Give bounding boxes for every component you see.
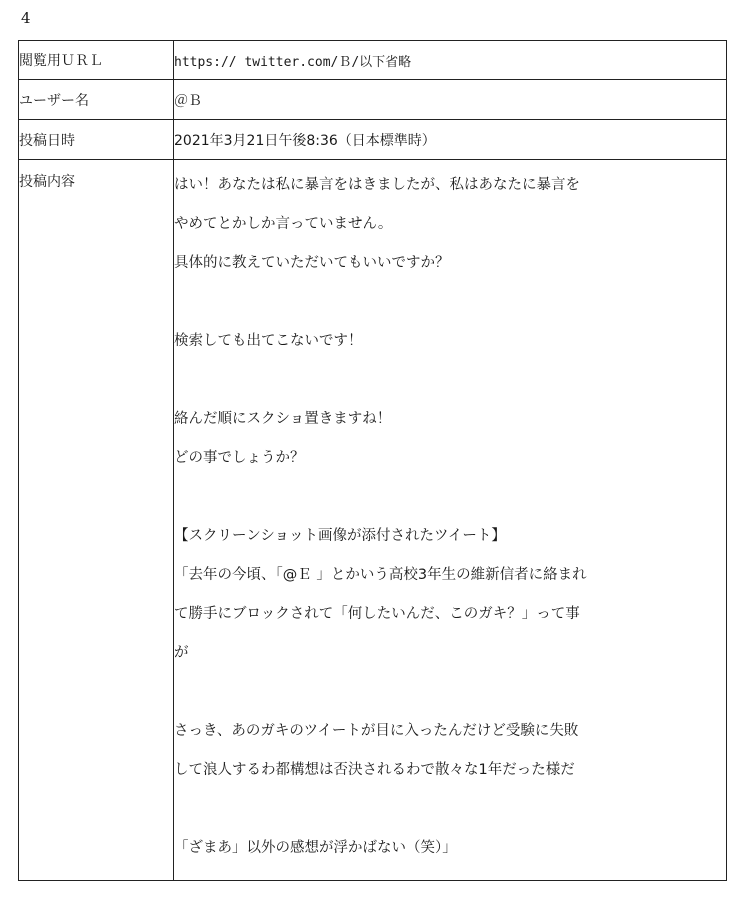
content-line xyxy=(174,361,720,400)
content-cell xyxy=(174,160,727,881)
content-line: やめてとかしか言っていません。 xyxy=(174,216,393,232)
content-line: て勝手にブロックされて「何したいんだ、このガキ？」って事 xyxy=(174,606,580,622)
content-line: 【スクリーンショット画像が添付されたツイート】 xyxy=(174,528,506,544)
content-line xyxy=(174,478,720,517)
row-url xyxy=(19,41,727,80)
content-line: どの事でしょうか？ xyxy=(174,450,305,466)
username-value: ＠Ｂ xyxy=(174,80,727,120)
content-line: が xyxy=(174,645,189,661)
row-content xyxy=(19,160,727,881)
content-line xyxy=(174,790,720,829)
content-line: さっき、あのガキのツイートが目に入ったんだけど受験に失敗 xyxy=(174,723,579,739)
content-body xyxy=(174,160,726,868)
content-line: 「去年の今頃、「@Ｅ 」とかいう高校3年生の維新信者に絡まれ xyxy=(174,567,587,583)
username-label: ユーザー名 xyxy=(19,80,174,120)
page-number: 4 xyxy=(21,9,31,27)
content-line: 絡んだ順にスクショ置きますね！ xyxy=(174,411,392,427)
content-line: 検索しても出てこないです！ xyxy=(174,333,363,349)
record-table xyxy=(18,40,727,881)
row-username xyxy=(19,80,727,120)
url-label: 閲覧用ＵＲＬ xyxy=(19,41,174,80)
posted-at-label: 投稿日時 xyxy=(19,120,174,160)
content-line xyxy=(174,283,720,322)
row-posted-at xyxy=(19,120,727,160)
posted-at-value: 2021年3月21日午後8:36（日本標準時） xyxy=(174,120,727,160)
content-label: 投稿内容 xyxy=(19,160,174,881)
content-line: はい！あなたは私に暴言をはきましたが、私はあなたに暴言を xyxy=(174,177,580,193)
content-line: 「ざまあ」以外の感想が浮かばない（笑）」 xyxy=(174,840,457,856)
content-line: して浪人するわ都構想は否決されるわで散々な1年だった様だ xyxy=(174,762,575,778)
content-line: 具体的に教えていただいてもいいですか？ xyxy=(174,255,450,271)
url-value: https:// twitter.com/Ｂ/以下省略 xyxy=(174,41,727,80)
content-line xyxy=(174,673,720,712)
